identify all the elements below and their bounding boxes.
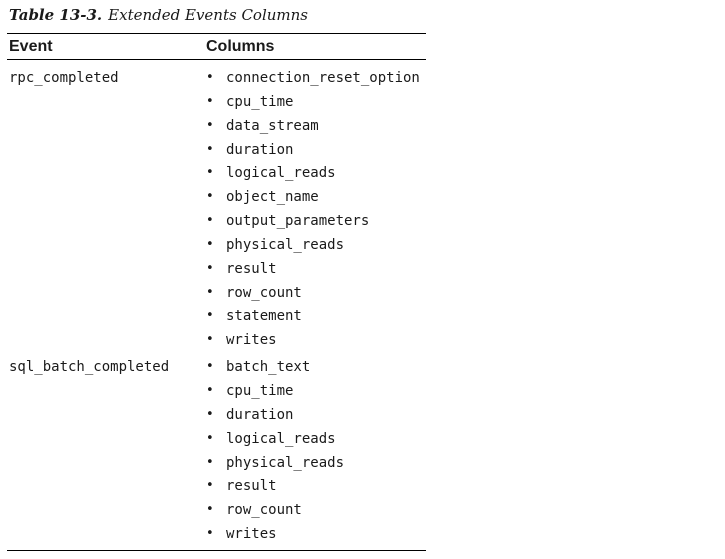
list-item: • result <box>206 478 277 495</box>
event-name: rpc_completed <box>9 70 119 86</box>
list-item: • writes <box>206 526 277 543</box>
table-row <box>7 60 426 356</box>
bullet-icon: • <box>206 213 214 229</box>
list-item: • physical_reads <box>206 236 345 253</box>
bullet-icon: • <box>206 308 214 324</box>
bullet-icon: • <box>206 332 214 348</box>
bullet-icon: • <box>206 189 214 205</box>
table-caption <box>9 5 308 25</box>
list-item: • logical_reads <box>206 165 336 182</box>
bullet-icon: • <box>206 502 214 518</box>
bullet-icon: • <box>206 70 214 85</box>
table-caption-title: Extended Events Columns <box>108 6 308 24</box>
table-header <box>7 34 426 60</box>
list-item: • writes <box>206 332 277 349</box>
list-item: • duration <box>206 406 294 423</box>
list-item: • connection_reset_option <box>206 70 420 86</box>
columns-list <box>206 60 625 356</box>
bullet-icon: • <box>206 359 214 375</box>
columns-list <box>206 356 625 550</box>
bullet-icon: • <box>206 526 214 542</box>
table-caption-label: Table 13-3. <box>9 6 103 24</box>
list-item: • physical_reads <box>206 454 345 471</box>
bullet-icon: • <box>206 260 214 276</box>
list-item: • statement <box>206 308 302 325</box>
list-item: • duration <box>206 141 294 158</box>
list-item: • logical_reads <box>206 430 336 447</box>
bullet-icon: • <box>206 117 214 133</box>
list-item: • batch_text <box>206 359 311 376</box>
event-name: sql_batch_completed <box>9 359 170 376</box>
header-event: Event <box>9 38 53 55</box>
header-columns: Columns <box>206 38 275 55</box>
list-item: • cpu_time <box>206 93 294 110</box>
extended-events-table <box>7 33 426 551</box>
list-item: • output_parameters <box>206 213 370 230</box>
list-item: • row_count <box>206 284 302 301</box>
bullet-icon: • <box>206 382 214 398</box>
list-item: • cpu_time <box>206 382 294 399</box>
bullet-icon: • <box>206 454 214 470</box>
bullet-icon: • <box>206 165 214 181</box>
table-row <box>7 356 426 550</box>
table-body <box>7 60 426 550</box>
bullet-icon: • <box>206 284 214 300</box>
list-item: • result <box>206 260 277 277</box>
bullet-icon: • <box>206 93 214 109</box>
list-item: • object_name <box>206 189 319 206</box>
bullet-icon: • <box>206 406 214 422</box>
list-item: • data_stream <box>206 117 319 134</box>
bullet-icon: • <box>206 236 214 252</box>
bullet-icon: • <box>206 478 214 494</box>
bullet-icon: • <box>206 430 214 446</box>
list-item: • row_count <box>206 502 302 519</box>
bullet-icon: • <box>206 141 214 157</box>
table-bottom-rule <box>7 550 426 551</box>
